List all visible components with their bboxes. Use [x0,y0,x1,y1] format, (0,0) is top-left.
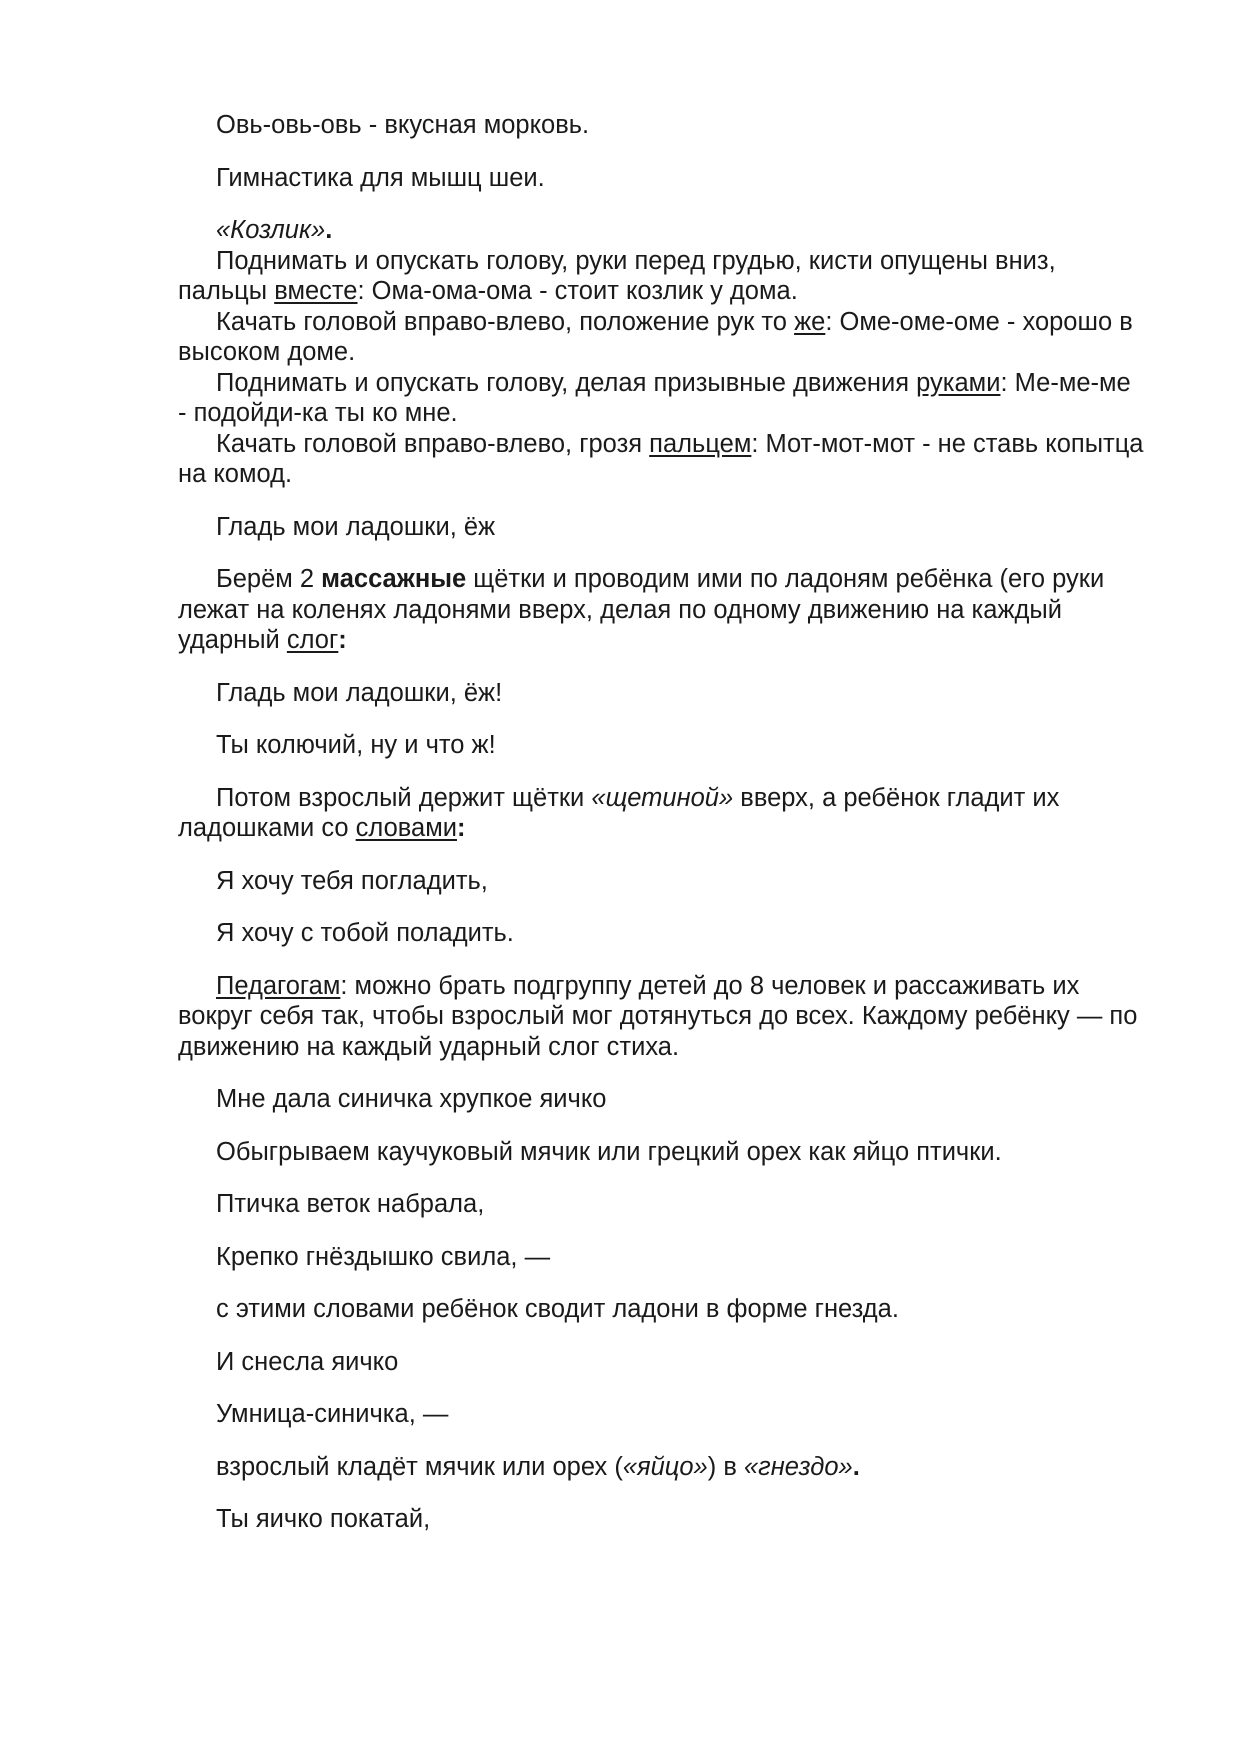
kozlik-step-4 [178,429,1144,490]
paragraph-carrot-rhyme: Овь-овь-овь - вкусная морковь. [216,111,590,139]
heading-hedgehog: Гладь мои ладошки, ёж [216,512,496,541]
underlined-word: вместе [274,277,358,305]
rhyme-line: Гладь мои ладошки, ёж! [216,678,503,707]
text-run: : Ома-ома-ома - стоит козлик у дома. [357,277,798,305]
rhyme-line: Ты яичко покатай, [216,1505,431,1533]
kozlik-step-1 [178,246,1144,307]
text-run: Поднимать и опускать голову, руки перед грудью, кисти опущены вниз, пальцы [178,246,1056,305]
text-run: Потом взрослый держит щётки [216,783,592,812]
instruction-line: с этими словами ребёнок сводит ладони в форме гнезда. [216,1295,899,1323]
kozlik-title: «Козлик» [216,216,326,244]
italic-word: «гнездо» [743,1452,853,1481]
text-run: : [338,626,347,654]
text-run: Качать головой вправо-влево, грозя [216,429,650,458]
kozlik-step-3 [178,368,1144,429]
text-run: . [852,1452,860,1481]
bold-word: массажные [321,565,467,593]
underlined-word: пальцем [649,429,752,458]
rhyme-line: И снесла яичко [216,1347,399,1376]
kozlik-title-dot: . [325,216,333,244]
document-page [178,110,1144,1557]
text-run: Поднимать и опускать голову, делая призывные движения [216,368,917,397]
rhyme-line: Умница-синичка, — [216,1400,449,1428]
rhyme-line: Птичка веток набрала, [216,1190,485,1218]
text-run: щётки и проводим ими по ладоням ребёнка (его руки лежат на коленях ладонями вверх, делая по одному движению на каждый ударный [178,565,1105,654]
text-run: : можно брать подгруппу детей до 8 человек и рассаживать их вокруг себя так, чтобы взрослый мог дотянуться до всех. Каждому ребёнку — по движению на каждый ударный слог стиха. [178,971,1138,1061]
italic-word: «щетиной» [591,783,734,812]
underlined-word: словами [355,814,457,842]
paragraph-adult-holds-brushes [178,783,1144,844]
heading-titmouse: Мне дала синичка хрупкое яичко [216,1085,607,1113]
text-run: : Оме-оме-оме - хорошо в высоком доме. [178,307,1133,366]
heading-kozlik [178,215,1144,246]
text-run: ) в [707,1452,744,1481]
underlined-word: руками [916,368,1001,397]
paragraph-massage-brushes [178,564,1144,656]
rhyme-line: Я хочу с тобой поладить. [216,919,514,947]
paragraph-teachers-note [178,971,1144,1063]
instruction-line [178,1452,1144,1483]
rhyme-line: Ты колючий, ну и что ж! [216,731,496,759]
text-run: взрослый кладёт мячик или орех ( [216,1452,623,1481]
kozlik-step-2 [178,307,1144,368]
italic-word: «яйцо» [622,1452,708,1481]
text-run: : Мот-мот-мот - не ставь копытца на комод. [178,429,1144,488]
underlined-word: Педагогам [216,971,341,1000]
underlined-word: слог [286,626,339,654]
paragraph-ball-or-nut: Обыгрываем каучуковый мячик или грецкий орех как яйцо птички. [216,1137,1002,1166]
rhyme-line: Крепко гнёздышко свила, — [216,1242,551,1271]
text-run: : Ме-ме-ме - подойди-ка ты ко мне. [178,368,1131,427]
text-run: вверх, а ребёнок гладит их ладошками со [178,783,1060,842]
paragraph-neck-gymnastics: Гимнастика для мышц шеи. [216,163,545,192]
text-run: Берём 2 [216,565,322,593]
rhyme-line: Я хочу тебя погладить, [216,866,488,895]
text-run: : [456,814,466,842]
text-run: Качать головой вправо-влево, положение рук то [216,307,795,336]
underlined-word: же [794,307,826,336]
